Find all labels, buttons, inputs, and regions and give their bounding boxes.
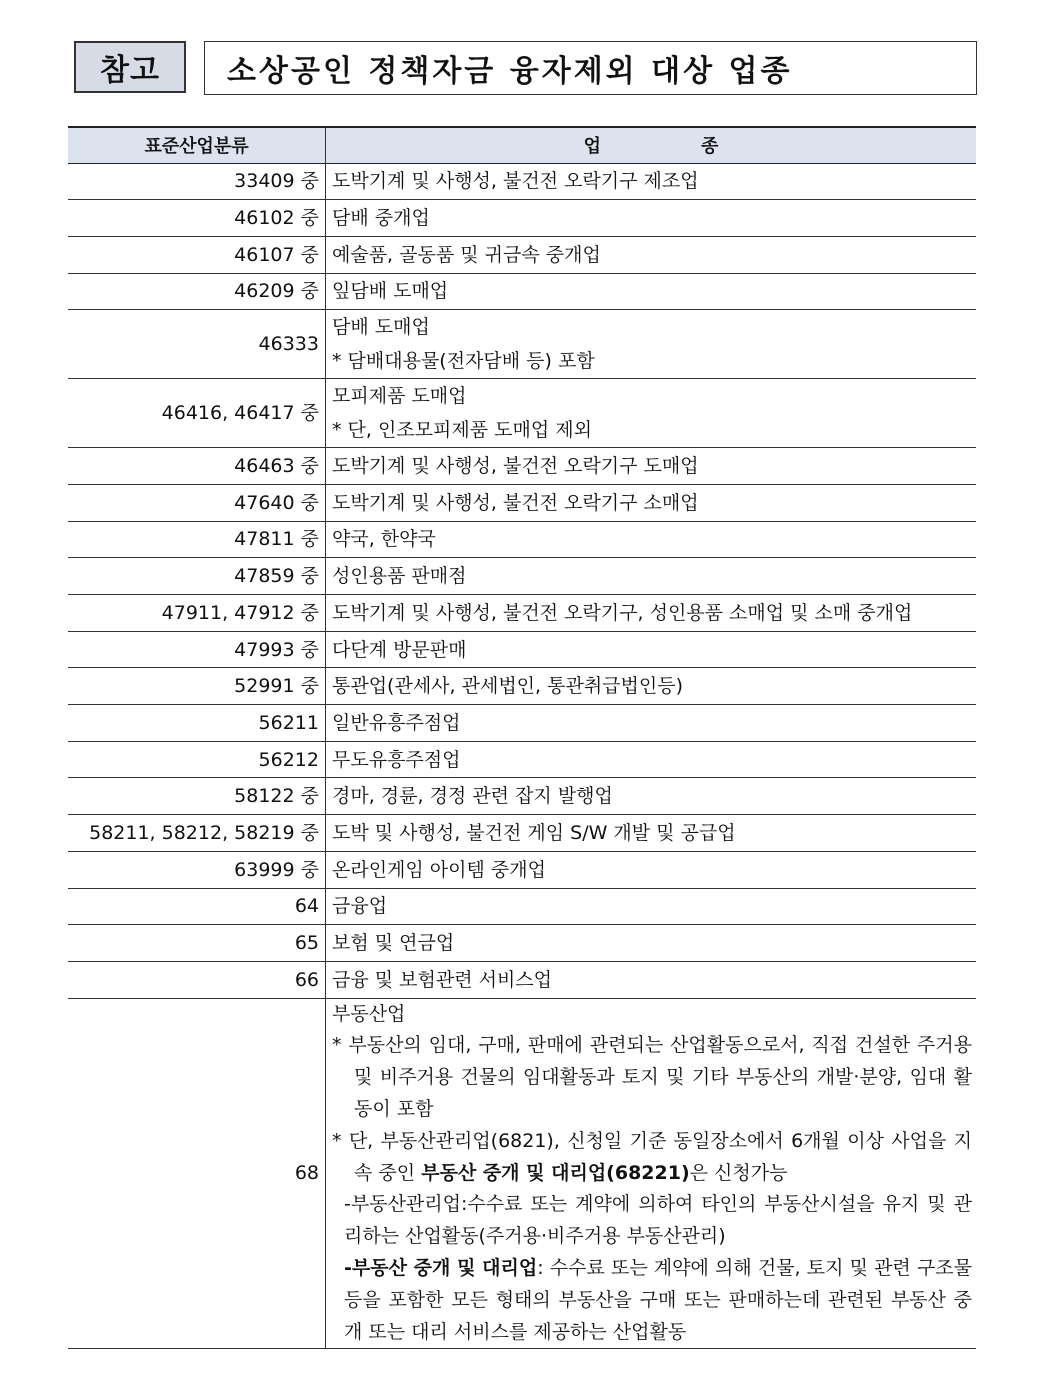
row-industry-text: 경마, 경륜, 경정 관련 잡지 발행업: [332, 785, 613, 808]
row-code: 46333: [68, 310, 326, 379]
row-industry: [326, 925, 977, 962]
table-row: [68, 925, 976, 962]
row-code: 46463 중: [68, 448, 326, 485]
row-code: 47640 중: [68, 484, 326, 521]
row-code: 46209 중: [68, 273, 326, 310]
row-industry: [326, 379, 977, 448]
real-estate-note-2: [332, 1126, 972, 1190]
row-industry-text: 도박 및 사행성, 불건전 게임 S/W 개발 및 공급업: [332, 821, 736, 844]
table-row: [68, 631, 976, 668]
row-code: 58122 중: [68, 778, 326, 815]
row-industry-text: 잎담배 도매업: [332, 280, 449, 303]
table-row: [68, 705, 976, 742]
row-code: 46107 중: [68, 236, 326, 273]
row-industry-text: 금융업: [332, 895, 388, 918]
row-industry: [326, 741, 977, 778]
table-row: [68, 521, 976, 558]
row-industry: [326, 200, 977, 237]
row-code: 66: [68, 961, 326, 998]
row-industry-text: 무도유흥주점업: [332, 748, 461, 771]
real-estate-dash-2: [332, 1253, 972, 1348]
header-industry: [326, 127, 977, 163]
row-code: 63999 중: [68, 851, 326, 888]
row-industry-text: 일반유흥주점업: [332, 711, 461, 734]
table-row: [68, 595, 976, 632]
title-bar: [74, 41, 977, 97]
table-row: [68, 484, 976, 521]
table-row: [68, 961, 976, 998]
real-estate-dash-1: -부동산관리업:수수료 또는 계약에 의하여 타인의 부동산시설을 유지 및 관리하는 산업활동(주거용·비주거용 부동산관리): [344, 1193, 972, 1248]
note2-pre: * 단, 부동산관리업(6821), 신청일 기준 동일장소에서 6개월 이상 사업을 지속 중인: [332, 1129, 972, 1184]
row-code: 64: [68, 888, 326, 925]
row-code: 68: [68, 998, 326, 1349]
row-industry: [326, 273, 977, 310]
row-industry-text: 모피제품 도매업: [332, 385, 467, 408]
dash2-rest: : 수수료 또는 계약에 의해 건물, 토지 및 관련 구조물 등을 포함한 모든 형태의 부동산을 구매 또는 판매하는데 관련된 부동산 중개 또는 대리 서비스를 제공하는 산업활동: [344, 1256, 972, 1343]
row-industry: [326, 888, 977, 925]
row-industry-note: * 단, 인조모피제품 도매업 제외: [332, 419, 592, 442]
row-code: 33409 중: [68, 163, 326, 200]
row-industry-text: 보험 및 연금업: [332, 932, 455, 955]
table-row: [68, 815, 976, 852]
row-industry: [326, 631, 977, 668]
row-code: 46416, 46417 중: [68, 379, 326, 448]
row-code: 58211, 58212, 58219 중: [68, 815, 326, 852]
table-header-row: [68, 127, 976, 163]
row-code: 47911, 47912 중: [68, 595, 326, 632]
row-industry: [326, 448, 977, 485]
note2-post: 은 신청가능: [689, 1161, 788, 1184]
table-row: [68, 558, 976, 595]
row-code: 47859 중: [68, 558, 326, 595]
row-industry-text: 통관업(관세사, 관세법인, 통관취급법인등): [332, 675, 684, 698]
row-industry-text: 도박기계 및 사행성, 불건전 오락기구 제조업: [332, 170, 699, 193]
row-industry: [326, 961, 977, 998]
table-row: [68, 236, 976, 273]
row-industry: [326, 521, 977, 558]
table-row: [68, 741, 976, 778]
row-industry-text: 성인용품 판매점: [332, 565, 467, 588]
table-row: [68, 310, 976, 379]
table-row: [68, 273, 976, 310]
table-row: [68, 668, 976, 705]
row-industry-note: * 담배대용물(전자담배 등) 포함: [332, 350, 595, 373]
table-row: [68, 851, 976, 888]
row-industry: [326, 236, 977, 273]
row-industry-text: 금융 및 보험관련 서비스업: [332, 968, 553, 991]
row-industry-text: 다단계 방문판매: [332, 638, 467, 661]
row-industry-text: 담배 중개업: [332, 207, 430, 230]
row-industry: [326, 310, 977, 379]
row-industry: [326, 558, 977, 595]
row-code: 47811 중: [68, 521, 326, 558]
row-code: 52991 중: [68, 668, 326, 705]
row-industry-text: 예술품, 골동품 및 귀금속 중개업: [332, 243, 601, 266]
table-row: [68, 379, 976, 448]
row-code: 46102 중: [68, 200, 326, 237]
excluded-industries-table: [68, 126, 976, 1349]
row-industry-text: 온라인게임 아이템 중개업: [332, 858, 546, 881]
table-row: [68, 200, 976, 237]
header-industry-b: 종: [701, 136, 719, 158]
table-body: [68, 163, 976, 1349]
row-industry-text: 약국, 한약국: [332, 528, 436, 551]
table-row: [68, 448, 976, 485]
row-industry-text: 담배 도매업: [332, 316, 430, 339]
row-industry: [326, 668, 977, 705]
real-estate-note-1: * 부동산의 임대, 구매, 판매에 관련되는 산업활동으로서, 직접 건설한 주거용 및 비주거용 건물의 임대활동과 토지 및 기타 부동산의 개발·분양, 임대 활동이 포함: [332, 1034, 972, 1120]
row-industry-text: 도박기계 및 사행성, 불건전 오락기구, 성인용품 소매업 및 소매 중개업: [332, 601, 913, 624]
row-industry: [326, 815, 977, 852]
dash2-bold: -부동산 중개 및 대리업: [344, 1256, 538, 1279]
reference-tag: 참고: [74, 41, 186, 93]
page-title: 소상공인 정책자금 융자제외 대상 업종: [204, 41, 977, 95]
row-industry-text: 도박기계 및 사행성, 불건전 오락기구 도매업: [332, 455, 699, 478]
row-industry: [326, 705, 977, 742]
row-code: 65: [68, 925, 326, 962]
table-row-real-estate: [68, 998, 976, 1349]
row-industry: [326, 484, 977, 521]
row-code: 47993 중: [68, 631, 326, 668]
table-row: [68, 778, 976, 815]
row-code: 56212: [68, 741, 326, 778]
note2-bold: 부동산 중개 및 대리업(68221): [421, 1161, 690, 1184]
table-row: [68, 163, 976, 200]
row-industry: [326, 595, 977, 632]
row-industry-text: 도박기계 및 사행성, 불건전 오락기구 소매업: [332, 491, 699, 514]
header-code: 표준산업분류: [68, 127, 326, 163]
row-industry: [326, 778, 977, 815]
table-row: [68, 888, 976, 925]
header-industry-a: 업: [583, 136, 601, 158]
row-industry: [326, 851, 977, 888]
row-industry: [326, 998, 977, 1349]
row-industry: [326, 163, 977, 200]
real-estate-title: 부동산업: [332, 1002, 406, 1025]
row-code: 56211: [68, 705, 326, 742]
